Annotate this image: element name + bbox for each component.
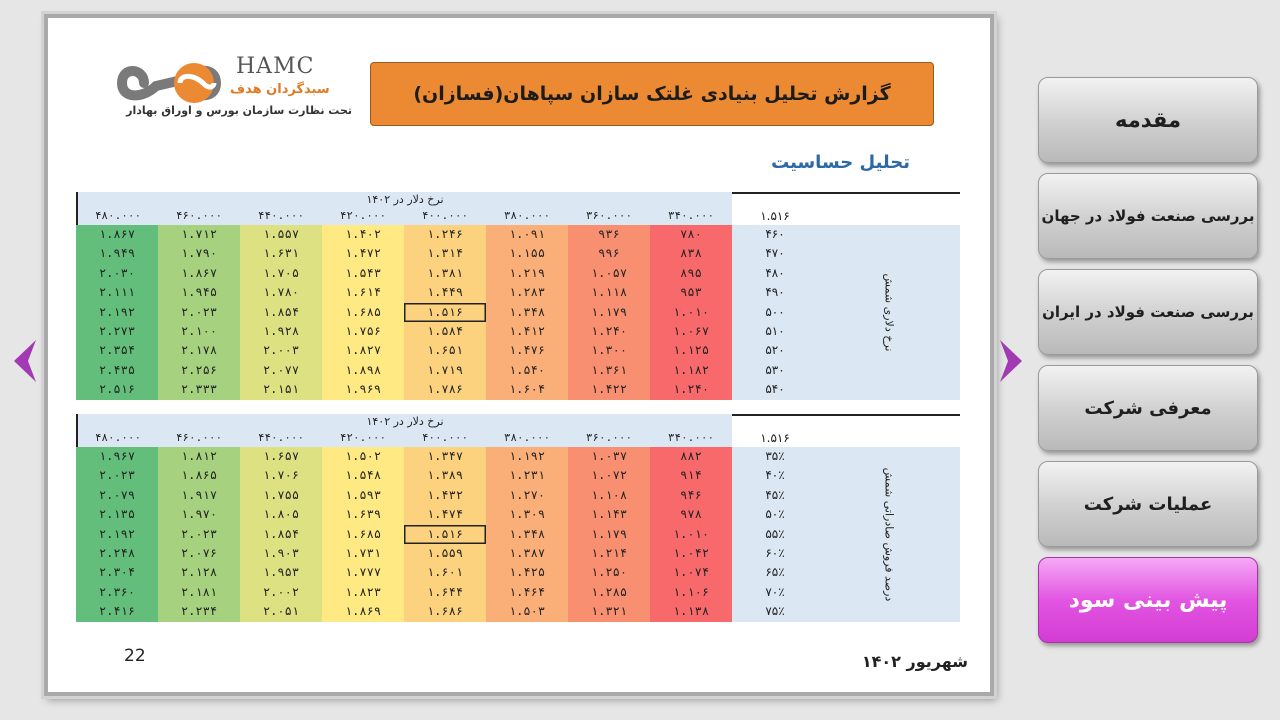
row-label: ۴۶۰ xyxy=(732,225,818,244)
table-cell: ۱.۹۶۹ xyxy=(322,380,404,399)
table-cell: ۱.۷۱۲ xyxy=(158,225,240,244)
table-cell: ۱.۳۶۱ xyxy=(568,361,650,380)
table-cell: ۲.۱۹۲ xyxy=(76,303,158,322)
table-cell: ۱.۰۵۷ xyxy=(568,264,650,283)
table-cell: ۲.۵۱۶ xyxy=(76,380,158,399)
table-cell: ۱.۰۳۷ xyxy=(568,447,650,466)
table-cell: ۱.۸۵۴ xyxy=(240,525,322,544)
table-cell: ۱.۷۵۶ xyxy=(322,322,404,341)
table-cell: ۱.۵۵۷ xyxy=(240,225,322,244)
table-cell: ۱.۰۷۴ xyxy=(650,563,732,582)
table-cell: ۲.۱۵۱ xyxy=(240,380,322,399)
table-cell: ۱.۲۷۰ xyxy=(486,486,568,505)
table-cell: ۱.۸۲۳ xyxy=(322,583,404,602)
row-label: ۵۳۰ xyxy=(732,361,818,380)
table-cell: ۱.۴۰۲ xyxy=(322,225,404,244)
table-cell: ۹۹۶ xyxy=(568,244,650,263)
row-axis-title-text: نرخ دلاری شمش xyxy=(882,273,896,352)
row-label: ۳۵٪ xyxy=(732,447,818,466)
table-cell: ۲.۰۷۹ xyxy=(76,486,158,505)
row-label: ۵۱۰ xyxy=(732,322,818,341)
table-cell: ۲.۱۱۱ xyxy=(76,283,158,302)
table-cell: ۱.۴۳۲ xyxy=(404,486,486,505)
column-header: ۳۶۰.۰۰۰ xyxy=(568,429,650,447)
table-cell: ۲.۳۵۴ xyxy=(76,341,158,360)
table-cell: ۱.۸۶۷ xyxy=(158,264,240,283)
infinity-logo-icon xyxy=(114,58,224,108)
table-cell: ۱.۰۶۷ xyxy=(650,322,732,341)
row-label: ۵۵٪ xyxy=(732,525,818,544)
table-cell: ۱.۸۰۵ xyxy=(240,505,322,524)
table-cell: ۱.۴۲۲ xyxy=(568,380,650,399)
row-label: ۴۹۰ xyxy=(732,283,818,302)
table-cell: ۹۱۴ xyxy=(650,466,732,485)
row-label: ۶۰٪ xyxy=(732,544,818,563)
table-cell: ۲.۰۰۳ xyxy=(240,341,322,360)
table-cell: ۱.۷۹۰ xyxy=(158,244,240,263)
table-cell: ۹۵۳ xyxy=(650,283,732,302)
column-header: ۴۰۰.۰۰۰ xyxy=(404,207,486,225)
table-cell: ۱.۸۱۲ xyxy=(158,447,240,466)
logo-subtitle: تحت نظارت سازمان بورس و اوراق بهادار xyxy=(126,104,352,117)
table-cell: ۹۳۶ xyxy=(568,225,650,244)
table-cell: ۱.۴۱۲ xyxy=(486,322,568,341)
table-cell: ۱.۳۰۹ xyxy=(486,505,568,524)
table-cell: ۱.۶۳۹ xyxy=(322,505,404,524)
table-cell: ۱.۴۴۹ xyxy=(404,283,486,302)
table-cell: ۱.۵۴۸ xyxy=(322,466,404,485)
table-cell: ۸۸۲ xyxy=(650,447,732,466)
table-top-header: نرخ دلار در ۱۴۰۲ xyxy=(76,192,732,207)
table-cell: ۱.۹۷۰ xyxy=(158,505,240,524)
table-cell: ۲.۰۵۱ xyxy=(240,602,322,621)
table-cell: ۲.۱۷۸ xyxy=(158,341,240,360)
table-cell: ۱.۵۰۳ xyxy=(486,602,568,621)
table-cell: ۱.۶۸۶ xyxy=(404,602,486,621)
menu-world-steel[interactable]: بررسی صنعت فولاد در جهان xyxy=(1038,173,1258,259)
table-cell: ۸۳۸ xyxy=(650,244,732,263)
table-cell: ۲.۲۵۶ xyxy=(158,361,240,380)
table-cell: ۱.۲۵۰ xyxy=(568,563,650,582)
row-label: ۴۵٪ xyxy=(732,486,818,505)
table-cell: ۱.۹۶۷ xyxy=(76,447,158,466)
table-cell: ۱.۸۶۷ xyxy=(76,225,158,244)
table-cell: ۲.۳۳۳ xyxy=(158,380,240,399)
menu-iran-steel[interactable]: بررسی صنعت فولاد در ایران xyxy=(1038,269,1258,355)
table-cell: ۲.۰۳۰ xyxy=(76,264,158,283)
table-cell: ۱.۳۸۷ xyxy=(486,544,568,563)
table-cell: ۱.۱۱۸ xyxy=(568,283,650,302)
table-cell: ۱.۵۴۰ xyxy=(486,361,568,380)
table-cell: ۱.۶۰۴ xyxy=(486,380,568,399)
base-value: ۱.۵۱۶ xyxy=(732,429,818,447)
table-cell: ۱.۰۱۰ xyxy=(650,525,732,544)
table-cell: ۱.۴۷۴ xyxy=(404,505,486,524)
table-cell: ۱.۹۴۵ xyxy=(158,283,240,302)
table-cell: ۱.۵۴۳ xyxy=(322,264,404,283)
table-cell: ۱.۷۵۵ xyxy=(240,486,322,505)
table-cell: ۱.۰۴۲ xyxy=(650,544,732,563)
table-cell: ۱.۲۱۹ xyxy=(486,264,568,283)
page-number: 22 xyxy=(124,646,146,666)
table-cell: ۱.۵۰۲ xyxy=(322,447,404,466)
table-cell: ۱.۸۶۵ xyxy=(158,466,240,485)
column-header: ۴۶۰.۰۰۰ xyxy=(158,207,240,225)
table-cell: ۱.۹۰۳ xyxy=(240,544,322,563)
table-cell: ۱.۷۸۶ xyxy=(404,380,486,399)
column-header: ۴۴۰.۰۰۰ xyxy=(240,429,322,447)
column-header: ۴۶۰.۰۰۰ xyxy=(158,429,240,447)
table-cell: ۱.۳۰۰ xyxy=(568,341,650,360)
table-cell: ۱.۳۴۸ xyxy=(486,525,568,544)
table-cell: ۱.۶۱۴ xyxy=(322,283,404,302)
table-cell: ۱.۲۳۱ xyxy=(486,466,568,485)
table-cell: ۱.۳۸۱ xyxy=(404,264,486,283)
report-date: شهریور ۱۴۰۲ xyxy=(861,652,968,671)
table-cell: ۱.۴۷۲ xyxy=(322,244,404,263)
report-title: گزارش تحلیل بنیادی غلتک سازان سپاهان(فسازان) xyxy=(370,62,934,126)
table-cell: ۲.۱۳۵ xyxy=(76,505,158,524)
table-cell: ۱.۷۸۰ xyxy=(240,283,322,302)
table-cell: ۱.۳۴۸ xyxy=(486,303,568,322)
table-cell: ۲.۰۷۶ xyxy=(158,544,240,563)
column-header: ۳۴۰.۰۰۰ xyxy=(650,429,732,447)
column-header: ۴۲۰.۰۰۰ xyxy=(322,429,404,447)
column-header: ۳۸۰.۰۰۰ xyxy=(486,429,568,447)
table-cell: ۲.۱۹۲ xyxy=(76,525,158,544)
table-cell: ۱.۶۵۷ xyxy=(240,447,322,466)
column-header: ۴۲۰.۰۰۰ xyxy=(322,207,404,225)
chevron-right-icon[interactable] xyxy=(994,336,1028,386)
table-cell: ۱.۶۰۱ xyxy=(404,563,486,582)
table-cell: ۱.۹۲۸ xyxy=(240,322,322,341)
row-label: ۵۲۰ xyxy=(732,341,818,360)
table-cell: ۸۹۵ xyxy=(650,264,732,283)
table-cell: ۱.۲۸۵ xyxy=(568,583,650,602)
table-cell: ۱.۱۰۶ xyxy=(650,583,732,602)
slide-page xyxy=(44,14,994,696)
table-cell: ۱.۶۳۱ xyxy=(240,244,322,263)
table-cell: ۱.۴۶۴ xyxy=(486,583,568,602)
table-cell: ۱.۱۲۵ xyxy=(650,341,732,360)
table-cell: ۲.۱۰۰ xyxy=(158,322,240,341)
table-cell: ۱.۶۸۵ xyxy=(322,525,404,544)
table-cell: ۱.۵۵۹ xyxy=(404,544,486,563)
table-cell: ۱.۱۰۸ xyxy=(568,486,650,505)
column-header: ۴۸۰.۰۰۰ xyxy=(76,207,158,225)
table-cell: ۱.۸۶۹ xyxy=(322,602,404,621)
logo-name: سبدگردان هدف xyxy=(230,82,330,97)
table-cell: ۱.۹۱۷ xyxy=(158,486,240,505)
table-cell: ۲.۴۳۵ xyxy=(76,361,158,380)
table-corner-blank xyxy=(732,192,960,207)
table-cell: ۱.۳۱۴ xyxy=(404,244,486,263)
table-cell: ۱.۷۳۱ xyxy=(322,544,404,563)
table-cell: ۱.۷۷۷ xyxy=(322,563,404,582)
table-cell: ۱.۵۸۴ xyxy=(404,322,486,341)
table-cell: ۱.۱۵۵ xyxy=(486,244,568,263)
base-value: ۱.۵۱۶ xyxy=(732,207,818,225)
company-logo xyxy=(114,52,354,132)
column-header: ۴۰۰.۰۰۰ xyxy=(404,429,486,447)
column-header: ۳۴۰.۰۰۰ xyxy=(650,207,732,225)
table-cell: ۱.۳۸۹ xyxy=(404,466,486,485)
table-cell: ۱.۱۴۳ xyxy=(568,505,650,524)
table-cell: ۱.۷۰۵ xyxy=(240,264,322,283)
table-cell: ۱.۳۴۷ xyxy=(404,447,486,466)
table-cell: ۲.۰۲۳ xyxy=(76,466,158,485)
sensitivity-table-dollar-rate xyxy=(76,192,960,400)
table-cell: ۲.۱۸۱ xyxy=(158,583,240,602)
table-cell: ۱.۲۴۰ xyxy=(650,380,732,399)
row-axis-title xyxy=(818,225,960,400)
table-cell: ۲.۳۰۴ xyxy=(76,563,158,582)
table-cell: ۱.۸۲۷ xyxy=(322,341,404,360)
column-header: ۳۸۰.۰۰۰ xyxy=(486,207,568,225)
table-cell: ۱.۶۴۴ xyxy=(404,583,486,602)
row-label: ۴۷۰ xyxy=(732,244,818,263)
row-label: ۵۰٪ xyxy=(732,505,818,524)
table-cell: ۱.۰۷۲ xyxy=(568,466,650,485)
row-label: ۴۰٪ xyxy=(732,466,818,485)
menu-profit-forecast[interactable]: پیش بینی سود xyxy=(1038,557,1258,643)
row-label: ۷۰٪ xyxy=(732,583,818,602)
table-cell: ۲.۲۷۳ xyxy=(76,322,158,341)
table-cell: ۱.۹۴۹ xyxy=(76,244,158,263)
table-cell: ۱.۶۵۱ xyxy=(404,341,486,360)
table-cell: ۹۴۶ xyxy=(650,486,732,505)
table-cell: ۱.۱۷۹ xyxy=(568,525,650,544)
table-top-header: نرخ دلار در ۱۴۰۲ xyxy=(76,414,732,429)
table-cell: ۲.۰۰۲ xyxy=(240,583,322,602)
table-cell: ۲.۱۲۸ xyxy=(158,563,240,582)
table-cell: ۱.۰۹۱ xyxy=(486,225,568,244)
table-corner-blank xyxy=(732,414,960,429)
table-cell: ۱.۱۸۲ xyxy=(650,361,732,380)
table-cell: ۱.۷۱۹ xyxy=(404,361,486,380)
table-cell: ۲.۲۴۸ xyxy=(76,544,158,563)
corner-spacer xyxy=(818,429,960,447)
section-title: تحلیل حساسیت xyxy=(771,152,910,173)
table-cell: ۱.۲۴۰ xyxy=(568,322,650,341)
row-label: ۵۰۰ xyxy=(732,303,818,322)
sensitivity-table-export-percent xyxy=(76,414,960,622)
column-header: ۴۴۰.۰۰۰ xyxy=(240,207,322,225)
table-cell: ۱.۱۷۹ xyxy=(568,303,650,322)
row-label: ۶۵٪ xyxy=(732,563,818,582)
table-cell: ۱.۴۷۶ xyxy=(486,341,568,360)
table-cell: ۱.۵۹۳ xyxy=(322,486,404,505)
table-cell: ۱.۲۸۳ xyxy=(486,283,568,302)
row-axis-title-text: درصد فروش صادراتی شمش xyxy=(882,467,896,602)
column-header: ۴۸۰.۰۰۰ xyxy=(76,429,158,447)
table-cell: ۲.۲۳۴ xyxy=(158,602,240,621)
column-header: ۳۶۰.۰۰۰ xyxy=(568,207,650,225)
row-label: ۵۴۰ xyxy=(732,380,818,399)
table-cell: ۱.۵۱۶ xyxy=(404,525,486,544)
row-label: ۴۸۰ xyxy=(732,264,818,283)
table-cell: ۱.۴۲۵ xyxy=(486,563,568,582)
table-cell: ۱.۲۱۴ xyxy=(568,544,650,563)
table-cell: ۲.۴۱۶ xyxy=(76,602,158,621)
table-cell: ۱.۸۹۸ xyxy=(322,361,404,380)
table-cell: ۱.۹۵۳ xyxy=(240,563,322,582)
chevron-left-icon[interactable] xyxy=(8,336,42,386)
corner-spacer xyxy=(818,207,960,225)
table-cell: ۱.۳۲۱ xyxy=(568,602,650,621)
table-cell: ۱.۵۱۶ xyxy=(404,303,486,322)
table-cell: ۱.۰۱۰ xyxy=(650,303,732,322)
table-cell: ۱.۸۵۴ xyxy=(240,303,322,322)
logo-brand-text: HAMC xyxy=(236,54,315,79)
table-cell: ۱.۲۴۶ xyxy=(404,225,486,244)
table-cell: ۱.۱۳۸ xyxy=(650,602,732,621)
table-cell: ۹۷۸ xyxy=(650,505,732,524)
table-cell: ۱.۶۸۵ xyxy=(322,303,404,322)
menu-company-operations[interactable]: عملیات شرکت xyxy=(1038,461,1258,547)
table-cell: ۲.۰۷۷ xyxy=(240,361,322,380)
row-axis-title xyxy=(818,447,960,622)
table-cell: ۲.۳۶۰ xyxy=(76,583,158,602)
table-cell: ۷۸۰ xyxy=(650,225,732,244)
table-cell: ۱.۷۰۶ xyxy=(240,466,322,485)
menu-company-intro[interactable]: معرفی شرکت xyxy=(1038,365,1258,451)
table-cell: ۲.۰۲۳ xyxy=(158,525,240,544)
row-label: ۷۵٪ xyxy=(732,602,818,621)
table-cell: ۱.۱۹۲ xyxy=(486,447,568,466)
menu-intro[interactable]: مقدمه xyxy=(1038,77,1258,163)
table-cell: ۲.۰۲۳ xyxy=(158,303,240,322)
